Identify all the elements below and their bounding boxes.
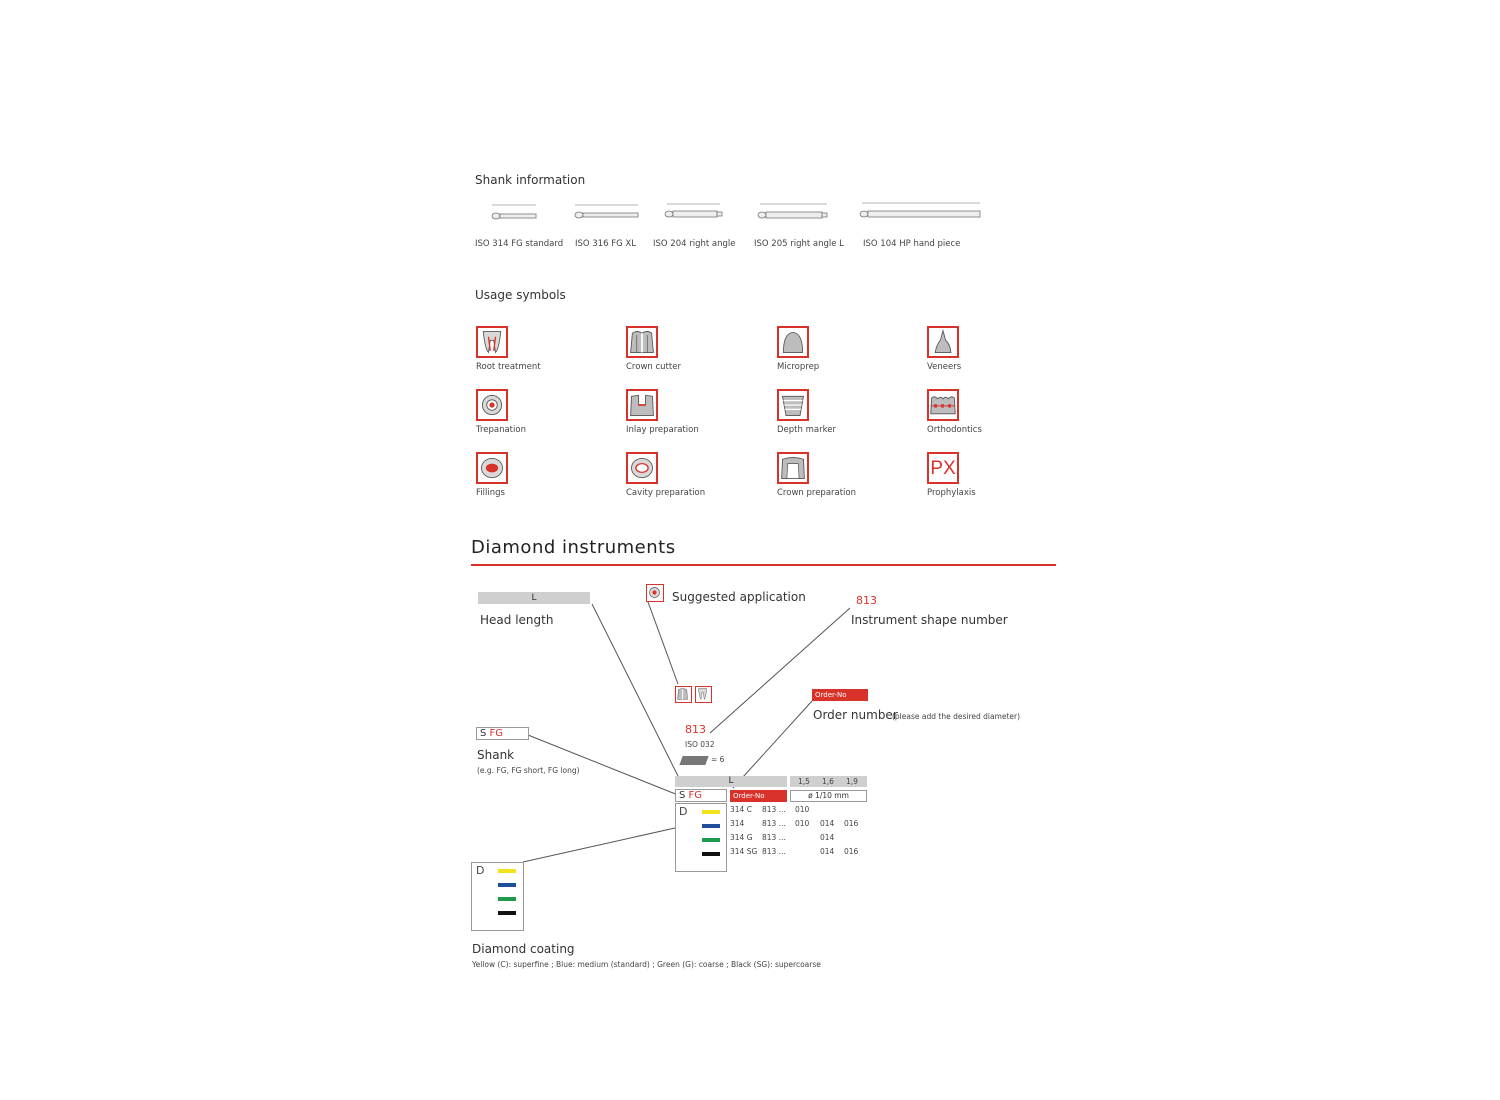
row-d2: 014: [820, 819, 835, 828]
row-code: 314: [730, 819, 745, 828]
diamond-coating-note: Yellow (C): superfine ; Blue: medium (standard) ; Green (G): coarse ; Black (SG): supercoarse: [472, 960, 821, 969]
coating-swatch-yellow: [498, 869, 516, 873]
coating-swatch-green: [498, 897, 516, 901]
table-row: [730, 805, 870, 817]
table-coating-box: [675, 803, 727, 872]
package-icon: [679, 756, 708, 765]
shank-code-box: [476, 727, 529, 740]
diameter-2: 1,6: [822, 777, 834, 786]
row-shape: 813 ...: [762, 833, 786, 842]
usage-label-root-treatment: Root treatment: [476, 362, 541, 372]
row-d2: 014: [820, 833, 835, 842]
table-order-no-box: Order-No: [730, 790, 787, 802]
row-shape: 813 ...: [762, 847, 786, 856]
package-count: = 6: [711, 755, 725, 764]
prophylaxis-glyph: PX: [930, 457, 956, 479]
shank-note: (e.g. FG, FG short, FG long): [477, 766, 580, 775]
usage-label-prophylaxis: Prophylaxis: [927, 488, 976, 498]
coating-legend-box: [471, 862, 524, 931]
diameter-1: 1,5: [798, 777, 810, 786]
row-shape: 813 ...: [762, 805, 786, 814]
row-d2: 014: [820, 847, 835, 856]
shape-number-top: 813: [856, 594, 877, 607]
table-shank-code: FG: [688, 790, 703, 801]
usage-label-inlay-preparation: Inlay preparation: [626, 425, 699, 435]
table-row: [730, 819, 870, 831]
diameter-unit-box: ø 1/10 mm: [790, 790, 867, 802]
table-row: [730, 833, 870, 845]
usage-label-veneers: Veneers: [927, 362, 962, 372]
table-shank-prefix: S: [679, 790, 686, 801]
row-d3: 016: [844, 819, 859, 828]
row-code: 314 C: [730, 805, 752, 814]
head-length-box: L: [478, 592, 590, 604]
shape-number-center: 813: [685, 723, 706, 736]
table-coating-letter: D: [679, 805, 688, 818]
row-code: 314 SG: [730, 847, 758, 856]
diameter-3: 1,9: [846, 777, 858, 786]
diameter-header: [790, 776, 867, 787]
shank-label-iso314: ISO 314 FG standard: [475, 239, 564, 249]
swatch-yellow: [702, 810, 720, 814]
row-code: 314 G: [730, 833, 753, 842]
usage-label-trepanation: Trepanation: [476, 425, 526, 435]
usage-label-orthodontics: Orthodontics: [927, 425, 982, 435]
suggested-application-icon: [646, 584, 664, 602]
crown-cutter-icon: [675, 686, 692, 703]
order-no-box: Order-No: [812, 689, 868, 701]
row-shape: 813 ...: [762, 819, 786, 828]
root-treatment-icon: [695, 686, 712, 703]
shank-label: Shank: [477, 748, 515, 762]
usage-label-cavity-preparation: Cavity preparation: [626, 488, 706, 498]
shank-label-iso104: ISO 104 HP hand piece: [863, 239, 961, 249]
diamond-section-title: Diamond instruments: [471, 537, 676, 558]
usage-label-microprep: Microprep: [777, 362, 820, 372]
shank-label-iso204: ISO 204 right angle: [653, 239, 736, 249]
row-d1: 010: [795, 805, 810, 814]
usage-label-crown-preparation: Crown preparation: [777, 488, 857, 498]
shank-code: FG: [489, 728, 504, 739]
shank-section-title: Shank information: [475, 173, 586, 187]
coating-swatch-black: [498, 911, 516, 915]
diamond-coating-label: Diamond coating: [472, 942, 575, 956]
iso-number: ISO 032: [685, 740, 715, 749]
row-d3: 016: [844, 847, 859, 856]
suggested-application-label: Suggested application: [672, 590, 806, 604]
order-table: [730, 805, 870, 865]
order-number-note: (please add the desired diameter): [892, 712, 1021, 721]
table-head-length-box: L: [675, 776, 787, 787]
shank-prefix: S: [480, 728, 487, 739]
usage-label-fillings: Fillings: [476, 488, 505, 498]
shank-label-iso205: ISO 205 right angle L: [754, 239, 844, 249]
swatch-green: [702, 838, 720, 842]
row-d1: 010: [795, 819, 810, 828]
table-row: [730, 847, 870, 859]
order-number-label: Order number: [813, 708, 898, 722]
swatch-blue: [702, 824, 720, 828]
usage-label-crown-cutter: Crown cutter: [626, 362, 681, 372]
shank-label-iso316: ISO 316 FG XL: [575, 239, 636, 249]
usage-label-depth-marker: Depth marker: [777, 425, 836, 435]
head-length-label: Head length: [480, 613, 554, 627]
coating-letter: D: [476, 864, 485, 877]
swatch-black: [702, 852, 720, 856]
usage-section-title: Usage symbols: [475, 288, 566, 302]
table-shank-box: [675, 789, 727, 802]
coating-swatch-blue: [498, 883, 516, 887]
shape-number-label: Instrument shape number: [851, 613, 1008, 627]
